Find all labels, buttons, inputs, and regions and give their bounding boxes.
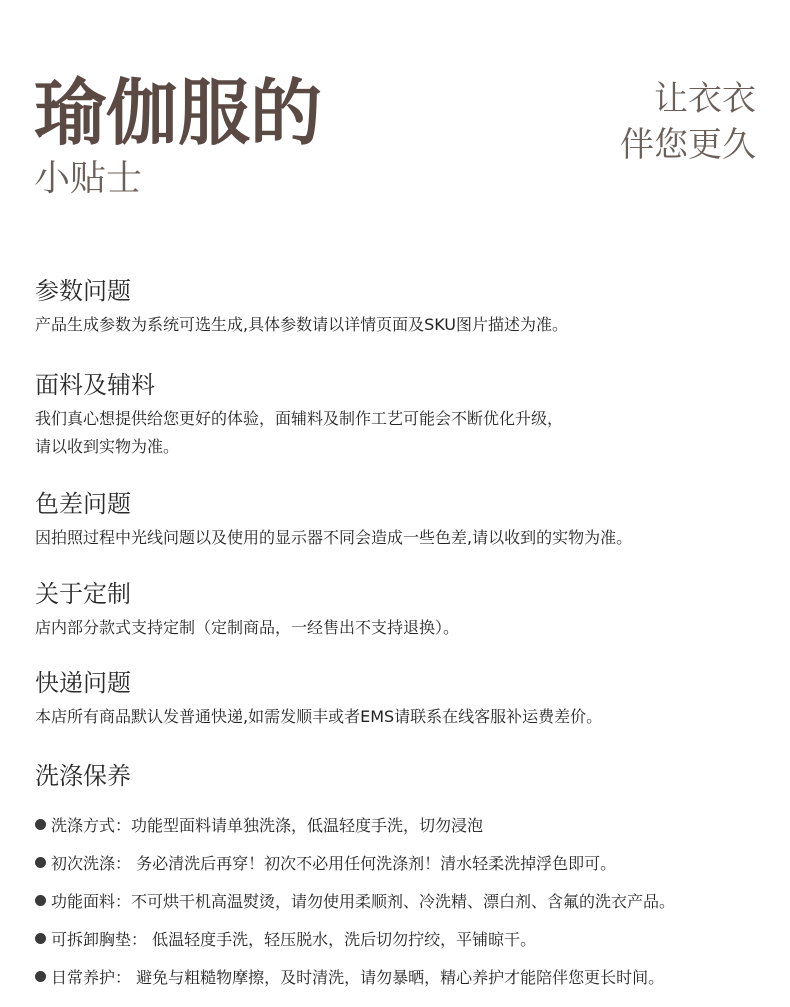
slogan-line-1: 让衣衣	[654, 79, 756, 119]
care-item	[35, 919, 765, 957]
page-subtitle: 小贴士	[34, 158, 143, 199]
section-fabric	[35, 370, 765, 461]
care-item	[35, 881, 765, 919]
section-text: 产品生成参数为系统可选生成,具体参数请以详情页面及SKU图片描述为准。	[35, 315, 569, 334]
section-body	[35, 524, 765, 552]
section-title: 关于定制	[35, 580, 131, 608]
section-title: 面料及辅料	[35, 371, 155, 399]
page-title: 瑜伽服的	[34, 71, 323, 155]
section-text: 请以收到实物为准。	[35, 437, 180, 456]
section-text: 本店所有商品默认发普通快递,如需发顺丰或者EMS请联系在线客服补运费差价。	[35, 707, 603, 726]
care-item	[35, 805, 765, 843]
slogan-line-2: 伴您更久	[620, 125, 756, 165]
section-body	[35, 405, 765, 461]
header-left	[34, 72, 322, 200]
bullet-icon	[35, 895, 46, 906]
slogan	[620, 76, 756, 168]
section-text: 店内部分款式支持定制（定制商品，一经售出不支持退换）。	[35, 618, 460, 637]
bullet-icon	[35, 857, 46, 868]
care-item	[35, 843, 765, 881]
section-title: 洗涤保养	[35, 762, 131, 790]
section-shipping	[35, 668, 765, 731]
section-parameters	[35, 276, 765, 339]
care-text: 初次洗涤： 务必清洗后再穿！初次不必用任何洗涤剂！清水轻柔洗掉浮色即可。	[51, 853, 617, 873]
care-text: 可拆卸胸垫： 低温轻度手洗，轻压脱水，洗后切勿拧绞，平铺晾干。	[51, 929, 537, 949]
section-text: 我们真心想提供给您更好的体验，面辅料及制作工艺可能会不断优化升级，	[35, 409, 564, 428]
section-title: 色差问题	[35, 490, 131, 518]
bullet-icon	[35, 933, 46, 944]
care-text: 洗涤方式：功能型面料请单独洗涤，低温轻度手洗，切勿浸泡	[51, 815, 484, 835]
section-body	[35, 703, 765, 731]
section-title: 快递问题	[35, 669, 131, 697]
section-body	[35, 311, 765, 339]
care-item	[35, 957, 765, 995]
section-body	[35, 614, 765, 642]
section-color-difference	[35, 489, 765, 552]
section-customization	[35, 579, 765, 642]
care-text: 功能面料：不可烘干机高温熨烫，请勿使用柔顺剂、冷洗精、漂白剂、含氟的洗衣产品。	[51, 891, 676, 911]
bullet-icon	[35, 971, 46, 982]
section-title: 参数问题	[35, 277, 131, 305]
care-text: 日常养护： 避免与粗糙物摩擦，及时清洗，请勿暴晒，精心养护才能陪伴您更长时间。	[51, 967, 665, 987]
section-care	[35, 761, 765, 995]
bullet-icon	[35, 819, 46, 830]
care-list	[35, 805, 765, 995]
section-text: 因拍照过程中光线问题以及使用的显示器不同会造成一些色差,请以收到的实物为准。	[35, 528, 633, 547]
